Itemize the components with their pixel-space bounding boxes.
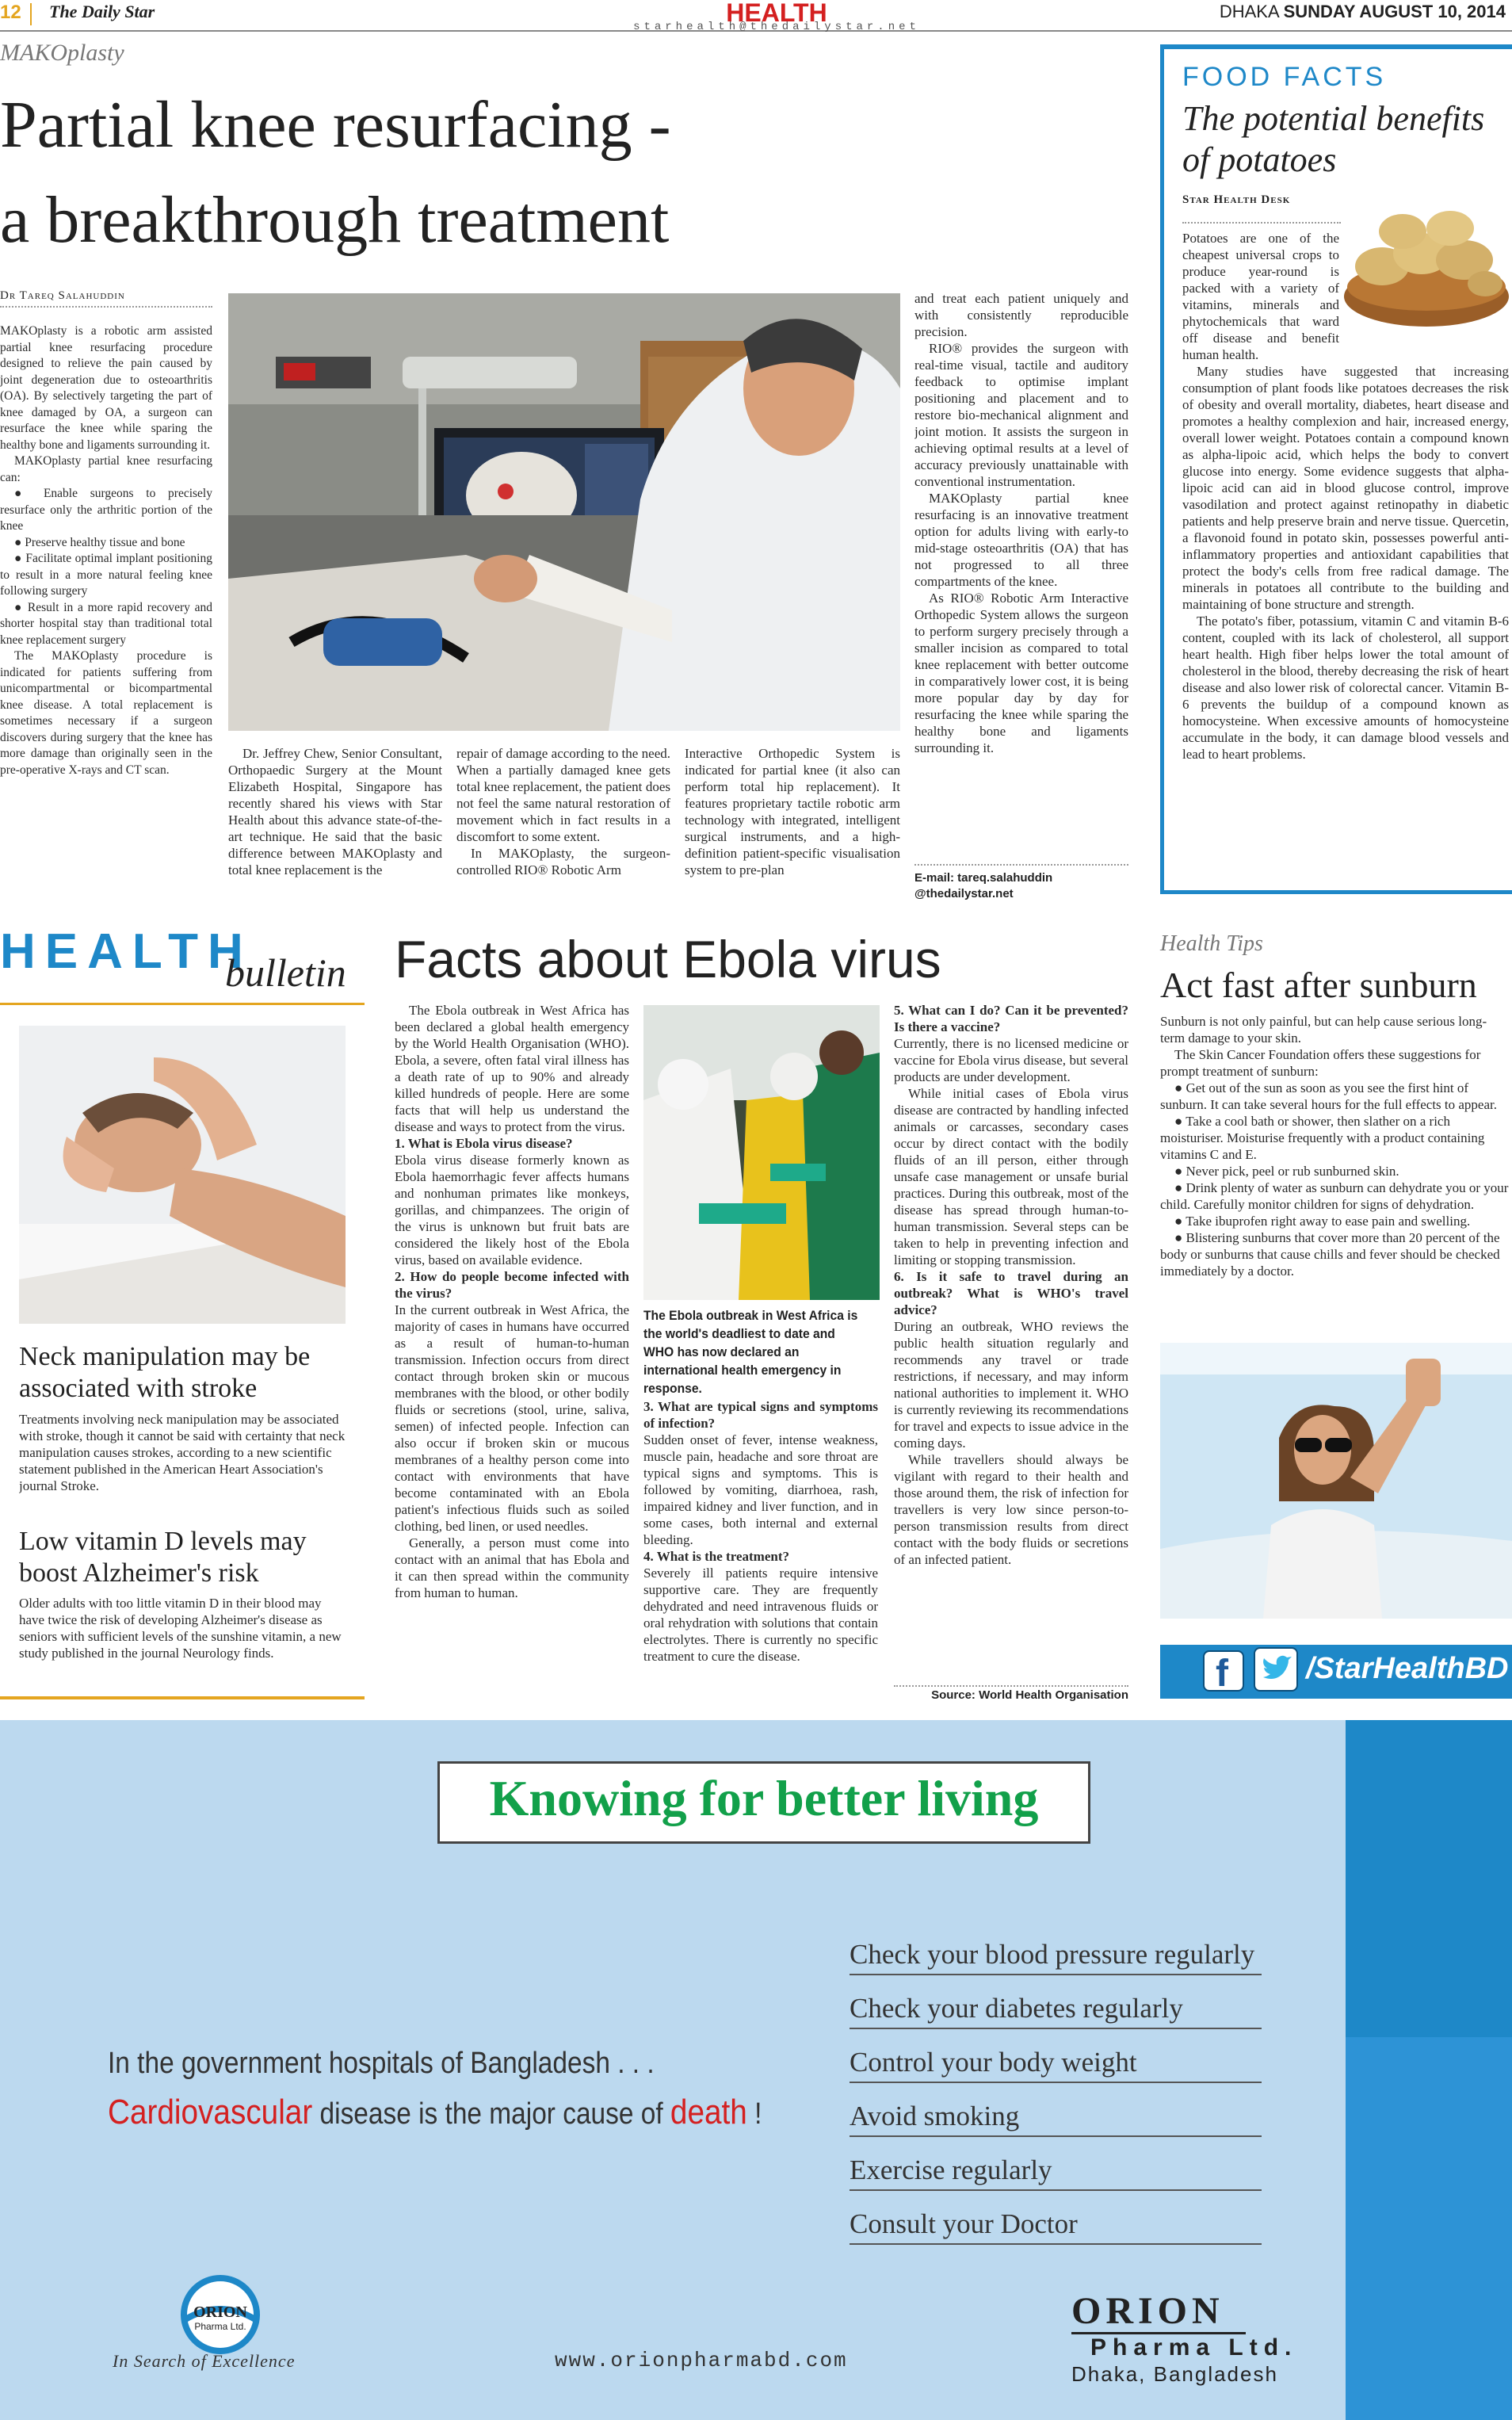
potato-basket-illustration [1342,208,1510,330]
tips-kicker: Health Tips [1160,931,1263,956]
tips-paragraph: The Skin Cancer Foundation offers these suggestions for prompt treatment of sunburn: [1160,1047,1481,1079]
knee-col3-p: repair of damage according to the need. When a partially damaged knee gets total knee replacement, the patient does not feel the same natural restoration of movement which in fact results in a discomfort to some extent. [456,746,670,844]
paper-name: The Daily Star [49,2,155,21]
neck-headline: Neck manipulation may be associated with stroke [19,1342,311,1403]
ebola-col-3 [894,1002,1128,1684]
orion-slogan: In Search of Excellence [113,2351,296,2371]
health-bulletin-subtitle: bulletin [225,950,346,995]
knee-surgery-photo [228,293,900,731]
knee-col-3 [456,745,670,904]
ebola-question: 4. What is the treatment? [643,1549,789,1564]
checklist-item: Control your body weight [850,2047,1262,2083]
ad-left-line2 [108,2093,762,2132]
ad-red-death: death [670,2093,747,2131]
tips-paragraph: ● Get out of the sun as soon as you see the first hint of sunburn. It can take several hours for the full effects to appear. [1160,1080,1497,1112]
checklist-item: Avoid smoking [850,2101,1262,2137]
tips-paragraph: ● Drink plenty of water as sunburn can dehydrate you or your child. Carefully monitor children for signs of dehydration. [1160,1180,1509,1212]
ebola-paragraph: While travellers should always be vigilant with regard to their health and those around them, the risk of infection for travellers is very low since person-to-person transmission results from direct contact with the body fluids or secretions of an infected patient. [894,1452,1128,1567]
knee-col-5 [914,290,1128,862]
health-bulletin-bottom-rule [0,1696,365,1699]
ad-mid-text: disease is the major cause of [312,2097,670,2131]
food-facts-tag: FOOD FACTS [1182,62,1387,92]
ebola-paragraph: The Ebola outbreak in West Africa has been declared a global health emergency by the World Health Organisation (WHO). Ebola, a severe, often fatal viral illness has a death rate of up to 90% and already killed hundreds of people. Here are some facts that will help us understand the disease and ways to protect from the virus. [395,1003,629,1134]
sunburn-woman-illustration [1160,1343,1512,1619]
tips-title: Act fast after sunburn [1160,965,1477,1005]
tips-paragraph: ● Take ibuprofen right away to ease pain and swelling. [1174,1214,1471,1229]
orion-brand-name: ORION [1071,2290,1224,2332]
orion-logo-subtext: Pharma Ltd. [194,2321,246,2332]
knee-surgery-illustration [228,293,900,731]
ebola-workers-photo [643,1005,880,1300]
knee-col1-bullet: ● Result in a more rapid recovery and shorter hospital stay than traditional total knee replacement surgery [0,600,212,647]
knee-col5-p: and treat each patient uniquely and with consistently reproducible precision. [914,291,1128,339]
ebola-paragraph: While initial cases of Ebola virus disease are contracted by handling infected animals or carcasses, secondary cases occur by direct contact with the bodily fluids of an ill person, either through unsafe case management or unsafe burial practices. During this outbreak, most of the disease has spread through human-to-human transmission. Several steps can be taken to help in preventing infection and limiting or stopping transmission. [894,1086,1128,1267]
knee-email-line2: @thedailystar.net [914,887,1014,900]
page-number: 12 [0,2,21,23]
checklist-item: Consult your Doctor [850,2208,1262,2245]
food-intro-col [1182,230,1339,365]
checklist-item: Check your blood pressure regularly [850,1939,1262,1975]
food-paragraph: The potato's fiber, potassium, vitamin C and vitamin B-6 content, coupled with its lack of cholesterol, all support heart health. High fiber helps lower the total amount of cholesterol in the blood, thereby decreasing the risk of heart disease and also lower risk of colorectal cancer. Vitamin B-6 prevents the buildup of a compound known as homocysteine. When excessive amounts of homocysteine accumulate in the body, it can damage blood vessels and lead to heart problems. [1182,614,1509,762]
section-email: starhealth@thedailystar.net [633,21,920,33]
facebook-icon[interactable] [1203,1650,1244,1695]
ebola-question: 5. What can I do? Can it be prevented? Is there a vaccine? [894,1003,1128,1034]
ebola-workers-illustration [643,1005,880,1300]
sunburn-woman-photo [1160,1343,1512,1619]
food-intro: Potatoes are one of the cheapest universal crops to produce year-round is packed with a variety of vitamins, minerals and phytochemicals that ward off disease and benefit human health. [1182,231,1339,362]
knee-col-1 [0,323,212,902]
knee-col1-bullet: ● Facilitate optimal implant positioning to result in a more natural feeling knee following surgery [0,552,212,598]
twitter-bird-glyph [1255,1649,1296,1690]
knee-col2-p: Dr. Jeffrey Chew, Senior Consultant, Orthopaedic Surgery at the Mount Elizabeth Hospital, Singapore has recently shared his views with Star Health about this advance state-of-the-art technique. He said that the basic difference between MAKOplasty and total knee replacement is the [228,746,442,877]
knee-col1-p: MAKOplasty partial knee resurfacing can: [0,454,212,484]
tips-paragraph: ● Blistering sunburns that cover more than 20 percent of the body or sunburns that cause chills and fever should be checked immediately by a doctor. [1160,1230,1500,1279]
ebola-paragraph: Severely ill patients require intensive supportive care. They are frequently dehydrated and need intravenous fluids or oral rehydration with solutions that contain electrolytes. There is currently no specific treatment to cure the disease. [643,1566,878,1664]
date-city: DHAKA [1219,2,1279,21]
ebola-question: 1. What is Ebola virus disease? [395,1136,573,1151]
ebola-question: 3. What are typical signs and symptoms of infection? [643,1399,878,1431]
ebola-photo-caption: The Ebola outbreak in West Africa is the world's deadliest to date and WHO has now declared an international health emergency in response. [643,1308,858,1396]
ad-end-text: ! [746,2097,762,2131]
ebola-paragraph: Currently, there is no licensed medicine or vaccine for Ebola virus disease, but several products are under development. [894,1036,1128,1084]
knee-email-line1: E-mail: tareq.salahuddin [914,871,1053,885]
ebola-paragraph: During an outbreak, WHO reviews the public health situation regularly and recommends any travel or trade restrictions, if necessary, and may inform national authorities to implement it. WHO is currently reviewing its recommendations for travel and expects to issue advice in the coming days. [894,1319,1128,1451]
food-desk-rule [1182,222,1341,224]
food-paragraph: Many studies have suggested that increasing consumption of plant foods like potatoes decreases the risk of obesity and overall mortality, diabetes, heart disease and promotes a healthy complexion and hair, increased energy, overall lower weight. Potatoes contain a compound known as alpha-lipoic acid, which helps the body to convert glucose into energy. Some evidence suggests that alpha-lipoic acid can aid in blood glucose control, improve vasodilation and protect against retinopathy in diabetic patients and help preserve brain and nerve tissue. Quercetin, a flavonoid found in potato skin, possesses powerful anti-inflammatory properties and antioxidant capabilities that protect the body's cells from free radical damage. The minerals in potatoes all contribute to the building and maintaining of bone structure and strength. [1182,364,1509,612]
checklist-item: Check your diabetes regularly [850,1993,1262,2029]
vitamin-d-headline: Low vitamin D levels may boost Alzheimer's risk [19,1527,307,1588]
knee-col5-p: RIO® provides the surgeon with real-time visual, tactile and auditory feedback to optimise implant positioning and placement and to restore bio-mechanical alignment and joint motion. It assists the surgeon in achieving optimal results at a level of accuracy previously unattainable with conventional instrumentation. [914,341,1128,489]
ad-red-cardiovascular: Cardiovascular [108,2093,313,2131]
masthead-divider [30,3,32,25]
knee-headline-line1: Partial knee resurfacing - [0,88,671,162]
neck-body-col [19,1411,346,1506]
knee-col1-p: MAKOplasty is a robotic arm assisted partial knee resurfacing procedure designed to relieve the pain caused by joint degeneration due to osteoarthritis (OA). By selectively targeting the part of knee damaged by OA, a surgeon can resurface the knee while sparing the healthy bone and ligaments surrounding it. [0,324,212,452]
tips-paragraph: ● Take a cool bath or shower, then slather on a rich moisturiser. Moisturise frequently with a product containing vitamins C and E. [1160,1114,1485,1162]
knee-col-2 [228,745,442,904]
vitamin-d-body-col [19,1595,346,1682]
ebola-title: Facts about Ebola virus [395,930,941,988]
knee-byline: Dr Tareq Salahuddin [0,289,212,308]
twitter-icon[interactable] [1254,1647,1298,1692]
date: SUNDAY AUGUST 10, 2014 [1283,2,1506,21]
ebola-paragraph: In the current outbreak in West Africa, the majority of cases in humans have occurred as a result of human-to-human transmission. Infection occurs from direct contact through broken skin or mucous membranes with the blood, or other bodily fluids or secretions (stool, urine, saliva, semen) of infected people. Infection can also occur if broken skin or mucous membranes of a healthy person come into contact with environments that have become contaminated with an Ebola patient's infectious fluids such as soiled clothing, bed linen, or used needles. [395,1302,629,1534]
food-facts-top-bar [1160,44,1512,49]
ebola-col-1 [395,1002,629,1699]
knee-headline [0,78,1125,268]
section-title: HEALTH [726,0,827,27]
vitamin-d-body: Older adults with too little vitamin D in their blood may have twice the risk of developing Alzheimer's disease as seniors with sufficient levels of the sunshine vitamin, a new study published in the journal Neurology finds. [19,1596,342,1661]
orion-brand-city: Dhaka, Bangladesh [1071,2362,1278,2386]
knee-col3-p: In MAKOplasty, the surgeon-controlled RIO® Robotic Arm [456,846,670,877]
knee-col1-bullet: ● Preserve healthy tissue and bone [14,535,185,549]
knee-col5-p: As RIO® Robotic Arm Interactive Orthopedic System allows the surgeon to perform surgery precisely through a smaller incision as compared to total knee replacement with better outcome in comparatively lower cost, it is being more popular day by day for resurfacing the knee while sparing the healthy bone and ligaments surrounding it. [914,591,1128,755]
food-facts-title: The potential benefits of potatoes [1182,99,1485,179]
knee-col-4 [685,745,900,904]
social-handle[interactable]: /StarHealthBD [1306,1652,1509,1685]
tips-body-col [1160,1013,1509,1338]
health-bulletin-rule [0,1003,365,1005]
facebook-letter: f [1216,1653,1228,1695]
knee-headline-line2: a breakthrough treatment [0,183,670,257]
ebola-question: 6. Is it safe to travel during an outbreak? What is WHO's travel advice? [894,1269,1128,1317]
knee-col5-p: MAKOplasty partial knee resurfacing is an innovative treatment option for adults living with early-to mid-stage osteoarthritis (OA) that has not progressed to all three compartments of the knee. [914,491,1128,589]
ebola-col-2 [643,1398,878,1699]
tips-paragraph: ● Never pick, peel or rub sunburned skin. [1174,1164,1399,1179]
ad-headline: Knowing for better living [489,1770,1039,1826]
ad-left-line1: In the government hospitals of Bangladesh . . . [108,2047,655,2080]
knee-col1-bullet: ● Enable surgeons to precisely resurface only the arthritic portion of the knee [0,487,212,533]
ad-blue-stripe-lower [1346,2037,1512,2420]
ebola-question: 2. How do people become infected with the virus? [395,1269,629,1301]
ebola-paragraph: Sudden onset of fever, intense weakness, muscle pain, headache and sore throat are typical signs and symptoms. This is followed by vomiting, diarrhoea, rash, impaired kidney and liver function, and in some cases, both internal and external bleeding. [643,1432,878,1547]
orion-url[interactable]: www.orionpharmabd.com [555,2349,848,2372]
knee-kicker: MAKOplasty [0,40,124,66]
neck-body: Treatments involving neck manipulation may be associated with stroke, though it cannot be said with certainty that neck manipulation causes strokes, according to a new scientific statement published in the American Heart Association's journal Stroke. [19,1412,346,1493]
ebola-paragraph: Ebola virus disease formerly known as Ebola haemorrhagic fever affects humans and nonhuman primates like monkeys, gorillas, and chimpanzees. The origin of the virus is unknown but fruit bats are considered the likely host of the Ebola virus, based on available evidence. [395,1153,629,1267]
checklist-item: Exercise regularly [850,2154,1262,2191]
orion-logo-text: ORION [193,2303,247,2321]
tips-paragraph: Sunburn is not only painful, but can help cause serious long-term damage to your skin. [1160,1014,1487,1046]
knee-col4-p: Interactive Orthopedic System is indicated for partial knee (it also can perform total hip replacement). It features proprietary tactile robotic arm technology with integrated, intelligent surgical instruments, and a high-definition patient-specific visualisation system to pre-plan [685,746,900,877]
knee-email [914,864,1128,902]
food-facts-desk: Star Health Desk [1182,193,1291,206]
orion-brand-pharma: Pharma Ltd. [1090,2334,1298,2361]
ebola-paragraph: Generally, a person must come into contact with an animal that has Ebola and it can then spread within the community from human to human. [395,1535,629,1600]
potato-basket-image [1342,208,1510,330]
dateline [1220,2,1506,22]
food-body-col [1182,363,1509,870]
knee-col1-p: The MAKOplasty procedure is indicated for patients suffering from unicompartmental or bicompartmental knee disease. A total replacement is sometimes necessary if a surgeon discovers during surgery that the knee has more damage than originally seen in the pre-operative X-rays and CT scan. [0,649,212,777]
neck-massage-illustration [19,1026,346,1324]
ebola-source: Source: World Health Organisation [894,1685,1128,1702]
health-bulletin-title: HEALTH [0,924,253,979]
orion-logo [181,2275,260,2354]
neck-massage-photo [19,1026,346,1324]
